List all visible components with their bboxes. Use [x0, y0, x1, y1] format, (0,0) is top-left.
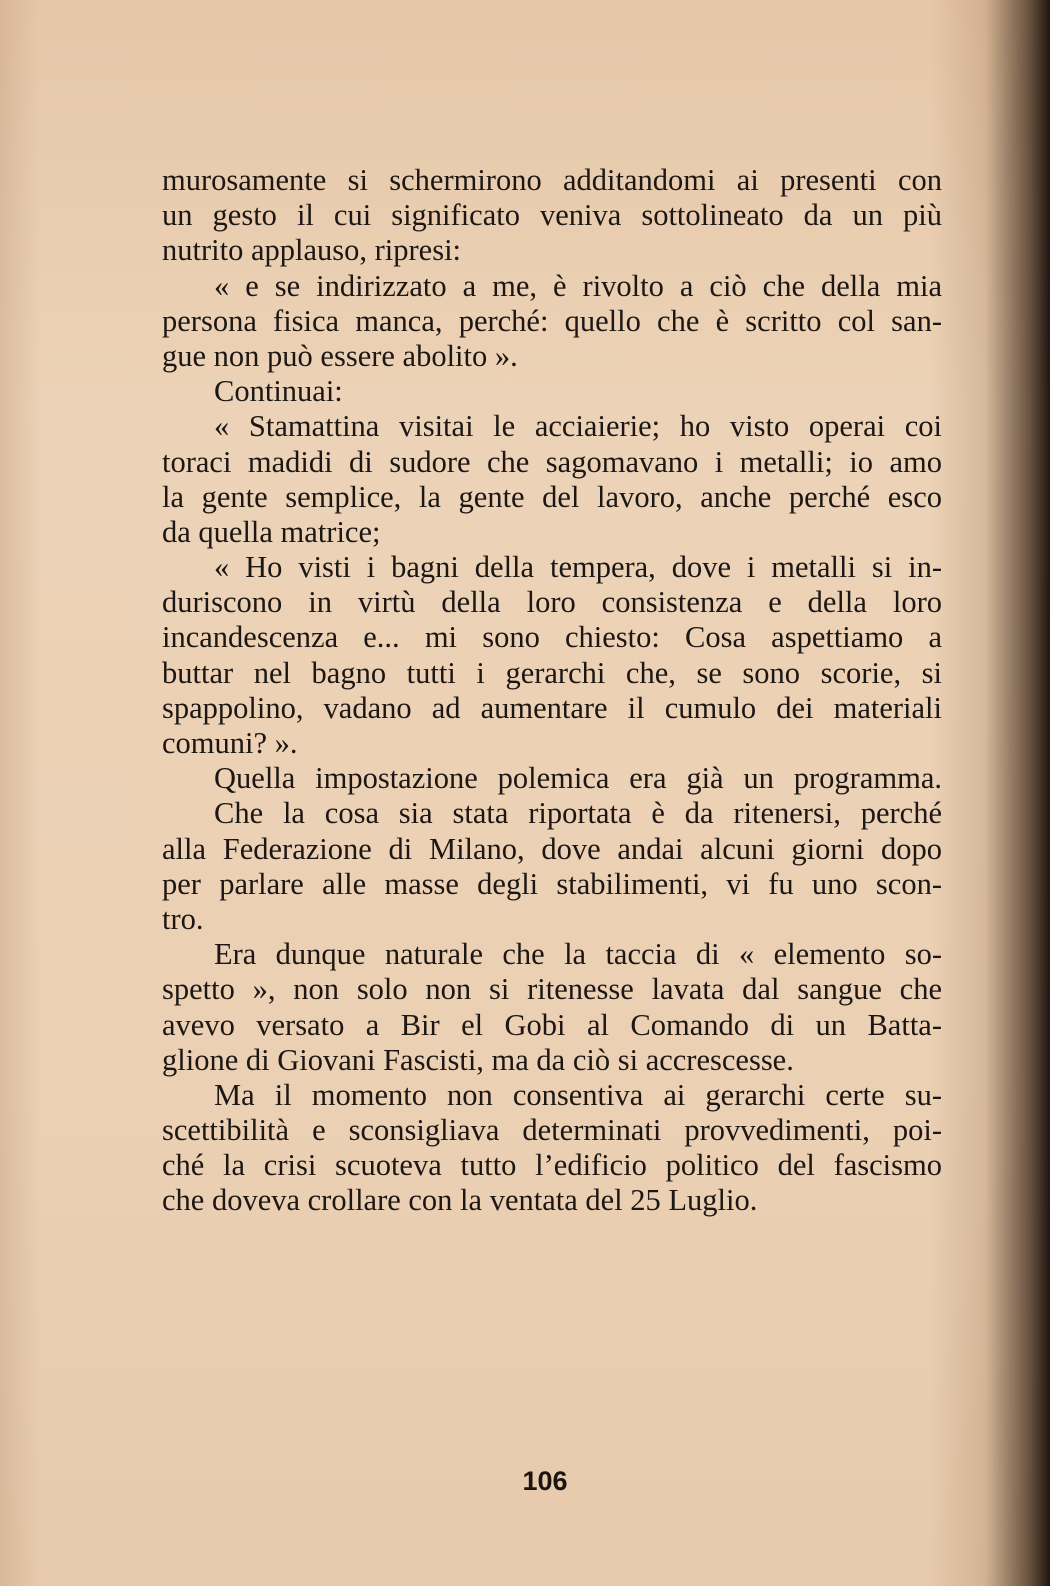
- text-line: scettibilità e sconsigliava determinati provvedimenti, poi-: [162, 1113, 942, 1148]
- text-line: ché la crisi scuoteva tutto l’edificio politico del fascismo: [162, 1148, 942, 1183]
- text-line: comuni? ».: [162, 726, 298, 760]
- text-line: toraci madidi di sudore che sagomavano i metalli; io amo: [162, 444, 942, 479]
- page-number: 106: [522, 1466, 568, 1496]
- text-line: « Stamattina visitai le acciaierie; ho visto operai coi: [214, 409, 942, 444]
- text-line: Ma il momento non consentiva ai gerarchi certe su-: [214, 1077, 942, 1112]
- text-line: un gesto il cui significato veniva sottolineato da un più: [162, 198, 942, 233]
- text-line: spappolino, vadano ad aumentare il cumulo dei materiali: [162, 690, 942, 725]
- text-line: Continuai:: [214, 374, 343, 409]
- text-line: Era dunque naturale che la taccia di « elemento so-: [214, 937, 942, 972]
- text-line: Che la cosa sia stata riportata è da ritenersi, perché: [214, 796, 942, 831]
- text-line: glione di Giovani Fascisti, ma da ciò si accrescesse.: [162, 1042, 794, 1077]
- text-line: spetto », non solo non si ritenesse lavata dal sangue che: [162, 972, 942, 1007]
- text-line: buttar nel bagno tutti i gerarchi che, se sono scorie, si: [162, 655, 942, 690]
- text-line: la gente semplice, la gente del lavoro, anche perché esco: [162, 479, 942, 514]
- text-line: Quella impostazione polemica era già un programma.: [214, 761, 942, 796]
- text-line: gue non può essere abolito ».: [162, 338, 518, 373]
- text-line: da quella matrice;: [162, 514, 381, 549]
- text-line: tro.: [162, 901, 204, 936]
- text-line: nutrito applauso, ripresi:: [162, 233, 462, 268]
- text-line: avevo versato a Bir el Gobi al Comando di un Batta-: [162, 1007, 942, 1042]
- text-line: incandescenza e... mi sono chiesto: Cosa aspettiamo a: [162, 620, 942, 655]
- body-text: [162, 163, 942, 1219]
- text-line: alla Federazione di Milano, dove andai alcuni giorni dopo: [162, 831, 942, 866]
- text-line: duriscono in virtù della loro consistenza e della loro: [162, 585, 942, 620]
- text-line: per parlare alle masse degli stabilimenti, vi fu uno scon-: [162, 866, 942, 901]
- text-line: murosamente si schermirono additandomi ai presenti con: [162, 163, 942, 197]
- text-line: persona fisica manca, perché: quello che è scritto col san-: [162, 303, 942, 338]
- text-line: « e se indirizzato a me, è rivolto a ciò che della mia: [214, 268, 942, 303]
- text-line: « Ho visti i bagni della tempera, dove i metalli si in-: [214, 550, 942, 585]
- text-line: che doveva crollare con la ventata del 25 Luglio.: [162, 1183, 758, 1218]
